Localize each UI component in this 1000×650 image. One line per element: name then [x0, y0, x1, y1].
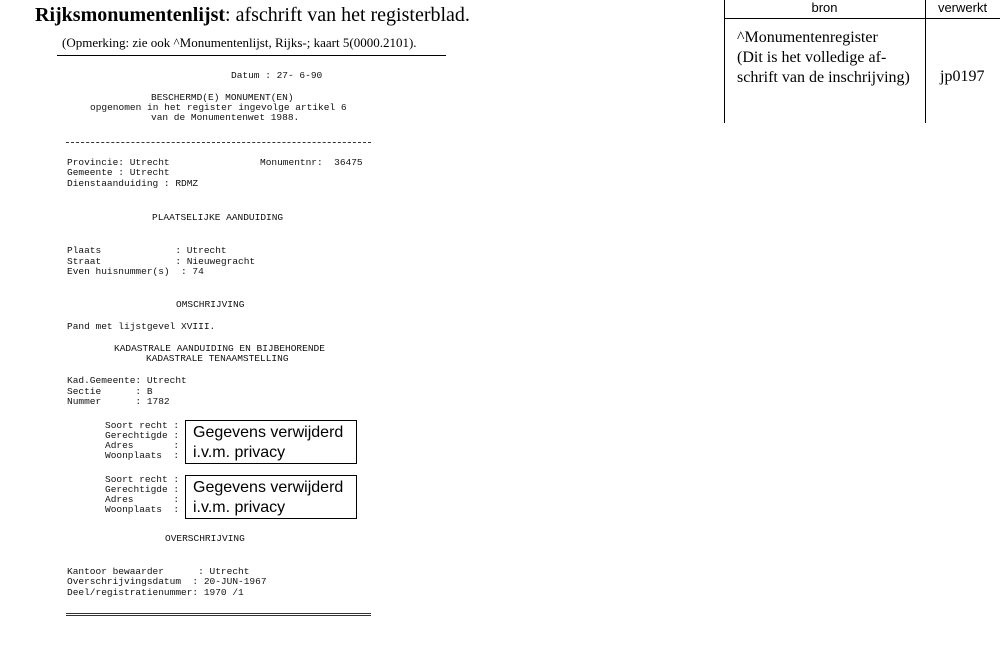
document-provincie: Provincie: Utrecht — [67, 157, 170, 168]
remark-divider — [57, 55, 446, 56]
document-end-divider — [66, 613, 371, 616]
document-sectie: Sectie : B — [67, 386, 153, 397]
section-kadastrale-2: KADASTRALE TENAAMSTELLING — [146, 353, 289, 364]
section-overschrijving: OVERSCHRIJVING — [165, 533, 245, 544]
section-plaatselijke-aanduiding: PLAATSELIJKE AANDUIDING — [152, 212, 284, 223]
document-deel: Deel/registratienummer: 1970 /1 — [67, 587, 244, 598]
document-heading-1: BESCHERMD(E) MONUMENT(EN) — [151, 92, 294, 103]
page-title-rest: : afschrift van het registerblad. — [225, 4, 470, 26]
document-divider — [66, 142, 371, 143]
processed-code-cell: jp0197 — [940, 68, 985, 85]
privacy-redaction-box-2: Gegevens verwijderd i.v.m. privacy — [185, 475, 357, 519]
document-heading-2: opgenomen in het register ingevolge artikel 6 — [90, 102, 347, 113]
document-overschrijvingsdatum: Overschrijvingsdatum : 20-JUN-1967 — [67, 576, 267, 587]
column-header-bron: bron — [811, 0, 838, 15]
table-header-rule — [724, 18, 1000, 19]
page-title-bold: Rijksmonumentenlijst — [35, 4, 226, 26]
column-header-verwerkt: verwerkt — [937, 0, 988, 15]
page-title — [35, 4, 470, 27]
document-gemeente: Gemeente : Utrecht — [67, 167, 170, 178]
owner-labels-2: Soort recht : Gerechtigde : Adres : Woonplaats : — [105, 474, 180, 515]
document-monumentnr: Monumentnr: 36475 — [260, 157, 363, 168]
document-nummer: Nummer : 1782 — [67, 396, 170, 407]
document-dienst: Dienstaanduiding : RDMZ — [67, 178, 199, 189]
document-kad-gemeente: Kad.Gemeente: Utrecht — [67, 375, 187, 386]
document-straat: Straat : Nieuwegracht — [67, 256, 256, 267]
source-table — [724, 0, 1000, 123]
source-cell: ^Monumentenregister (Dit is het volledige af- schrift van de inschrijving) — [737, 29, 910, 86]
owner-labels-1: Soort recht : Gerechtigde : Adres : Woonplaats : — [105, 420, 180, 461]
section-kadastrale-1: KADASTRALE AANDUIDING EN BIJBEHORENDE — [114, 343, 325, 354]
document-huisnummer: Even huisnummer(s) : 74 — [67, 266, 204, 277]
remark-note: (Opmerking: zie ook ^Monumentenlijst, Rijks-; kaart 5(0000.2101). — [62, 35, 417, 50]
document-date: Datum : 27- 6-90 — [231, 70, 323, 81]
section-omschrijving: OMSCHRIJVING — [176, 299, 245, 310]
document-plaats: Plaats : Utrecht — [67, 245, 227, 256]
document-heading-3: van de Monumentenwet 1988. — [151, 112, 300, 123]
document-kantoor: Kantoor bewaarder : Utrecht — [67, 566, 250, 577]
document-omschrijving: Pand met lijstgevel XVIII. — [67, 321, 216, 332]
privacy-redaction-box-1: Gegevens verwijderd i.v.m. privacy — [185, 420, 357, 464]
